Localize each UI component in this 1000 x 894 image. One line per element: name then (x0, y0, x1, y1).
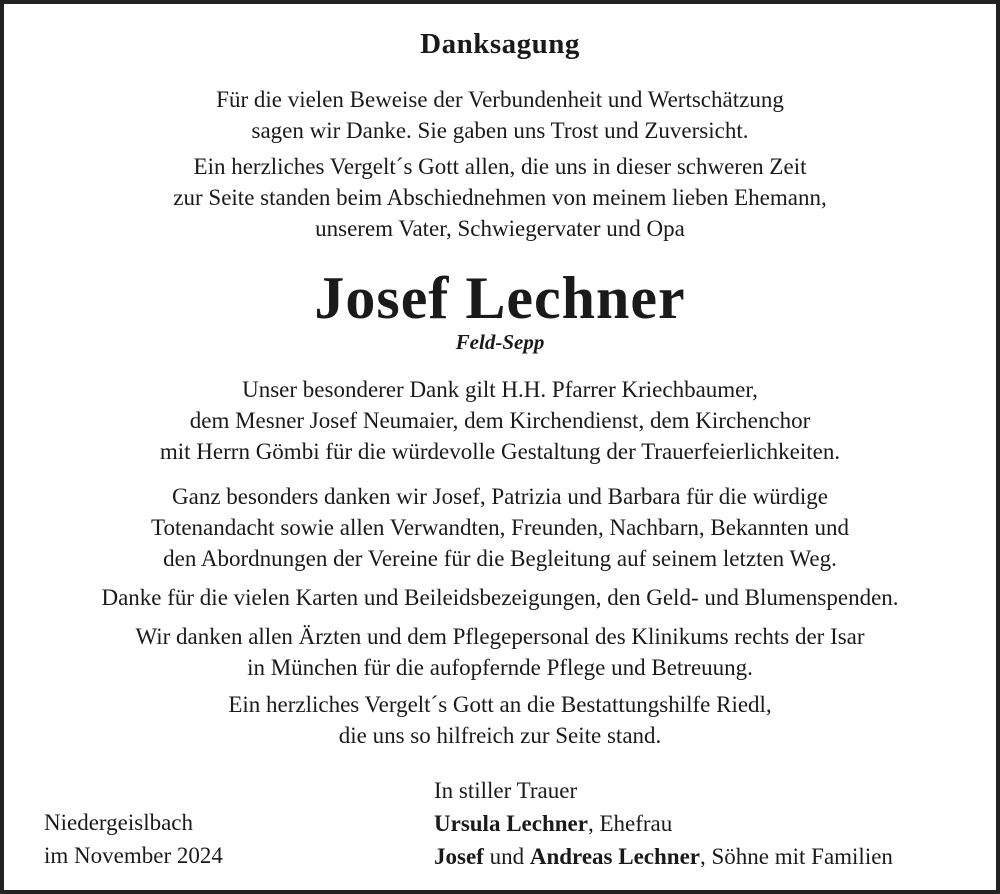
thanks-medical-line: Wir danken allen Ärzten und dem Pflegepersonal des Klinikums rechts der Isar (135, 624, 865, 649)
thanks-cards-paragraph (4, 582, 996, 613)
mourner-relation: , Söhne mit Familien (699, 844, 893, 869)
thanks-funeral-line: Ein herzliches Vergelt´s Gott an die Bestattungshilfe Riedl, (228, 692, 772, 717)
date: im November 2024 (44, 843, 223, 868)
place: Niedergeislbach (44, 810, 194, 835)
mourner-line (434, 807, 893, 840)
thanks-general-line: Ein herzliches Vergelt´s Gott allen, die uns in dieser schweren Zeit (193, 154, 807, 179)
intro-paragraph (4, 84, 996, 146)
deceased-name: Josef Lechner (314, 265, 686, 331)
thanks-medical-line: in München für die aufopfernde Pflege und Betreuung. (247, 655, 753, 680)
thanks-medical-paragraph (4, 621, 996, 683)
mourners-intro: In stiller Trauer (434, 778, 578, 803)
mourner-line (434, 840, 893, 873)
thanks-general-line: zur Seite standen beim Abschiednehmen von meinem lieben Ehemann, (173, 185, 827, 210)
mourner-relation: , Ehefrau (587, 811, 673, 836)
thanks-cards-line: Danke für die vielen Karten und Beileidsbezeigungen, den Geld- und Blumenspenden. (101, 585, 899, 610)
intro-line: sagen wir Danke. Sie gaben uns Trost und Zuversicht. (251, 118, 749, 143)
intro-line: Für die vielen Beweise der Verbundenheit und Wertschätzung (216, 87, 784, 112)
thanks-family-line: den Abordnungen der Vereine für die Begleitung auf seinem letzten Weg. (163, 546, 837, 571)
mourner-name: Ursula Lechner (434, 811, 588, 836)
place-date-block (44, 806, 223, 872)
notice-heading: Danksagung (420, 28, 580, 60)
mourner-name: Josef (434, 844, 484, 869)
thanks-family-line: Totenandacht sowie allen Verwandten, Freunden, Nachbarn, Bekannten und (151, 515, 849, 540)
thanks-family-paragraph (4, 481, 996, 574)
deceased-nickname: Feld-Sepp (455, 330, 545, 354)
thanks-church-paragraph (4, 374, 996, 467)
mourners-block (434, 774, 893, 873)
thanks-church-line: mit Herrn Gömbi für die würdevolle Gestaltung der Trauerfeierlichkeiten. (159, 439, 841, 464)
thanks-general-paragraph (4, 151, 996, 244)
thanks-general-line: unserem Vater, Schwiegervater und Opa (315, 216, 685, 241)
thanks-funeral-paragraph (4, 689, 996, 751)
mourner-connector: und (483, 844, 530, 869)
thanks-family-line: Ganz besonders danken wir Josef, Patrizia und Barbara für die würdige (172, 484, 828, 509)
mourner-name: Andreas Lechner (529, 844, 700, 869)
thanks-funeral-line: die uns so hilfreich zur Seite stand. (338, 723, 662, 748)
thanks-church-line: dem Mesner Josef Neumaier, dem Kirchendienst, dem Kirchenchor (189, 408, 811, 433)
thanks-church-line: Unser besonderer Dank gilt H.H. Pfarrer Kriechbaumer, (242, 377, 758, 402)
